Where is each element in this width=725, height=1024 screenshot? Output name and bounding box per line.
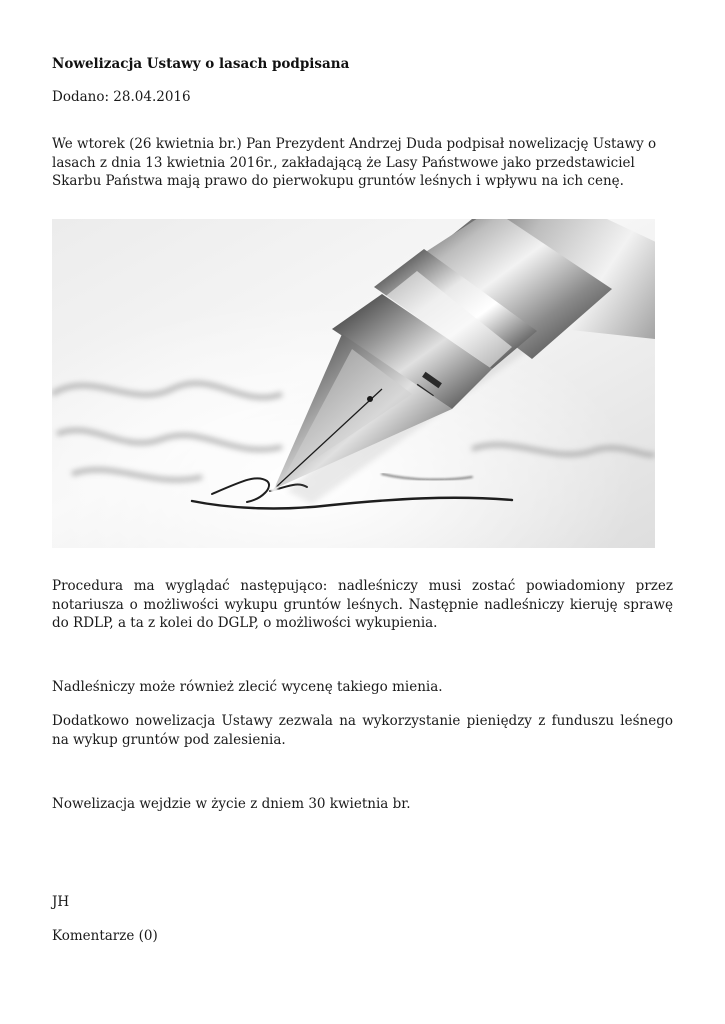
article-date: Dodano: 28.04.2016 <box>52 89 191 105</box>
paragraph-valuation: Nadleśniczy może również zlecić wycenę takiego mienia. <box>52 679 443 695</box>
article-photo <box>52 219 655 548</box>
paragraph-intro: We wtorek (26 kwietnia br.) Pan Prezydent Andrzej Duda podpisał nowelizację Ustawy o lasach z dnia 13 kwietnia 2016r., zakładającą że Lasy Państwowe jako przedstawiciel Skarbu Państwa mają prawo do pierwokupu gruntów leśnych i wpływu na ich cenę. <box>52 136 657 189</box>
comments-link[interactable]: Komentarze (0) <box>52 928 158 944</box>
fountain-pen-image <box>52 219 655 548</box>
paragraph-forest-fund: Dodatkowo nowelizacja Ustawy zezwala na wykorzystanie pieniędzy z funduszu leśnego na wykup gruntów pod zalesienia. <box>52 713 673 748</box>
paragraph-effective-date: Nowelizacja wejdzie w życie z dniem 30 kwietnia br. <box>52 796 411 812</box>
article-title: Nowelizacja Ustawy o lasach podpisana <box>52 56 350 72</box>
paragraph-procedure: Procedura ma wyglądać następująco: nadleśniczy musi zostać powiadomiony przez notariusza o możliwości wykupu gruntów leśnych. Następnie nadleśniczy kieruję sprawę do RDLP, a ta z kolei do DGLP, o możliwości wykupienia. <box>52 578 673 631</box>
article-author: JH <box>52 894 70 910</box>
